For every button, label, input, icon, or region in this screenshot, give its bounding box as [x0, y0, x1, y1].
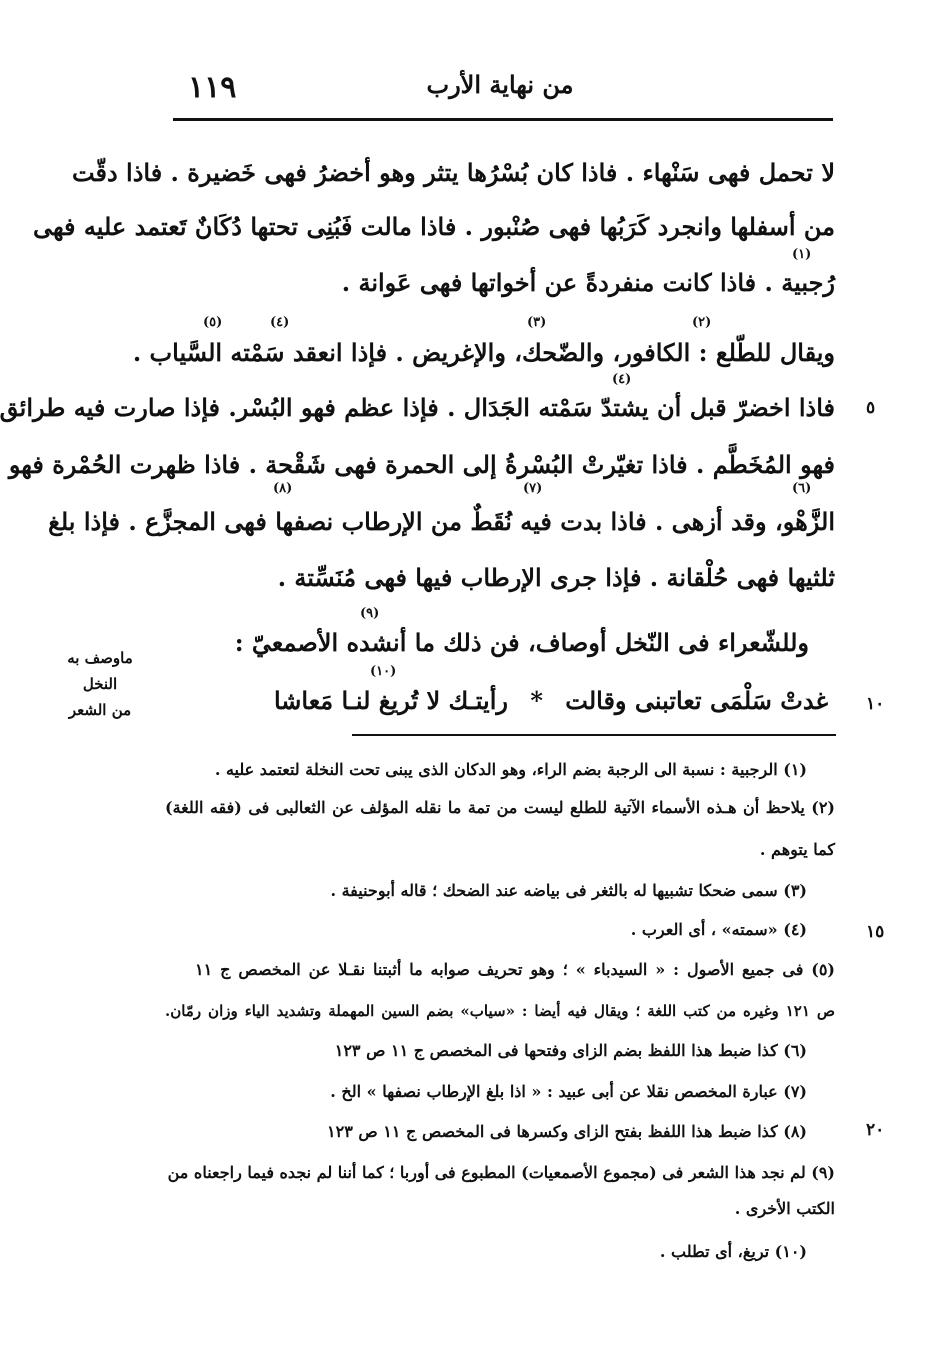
footnote: (٥) فى جميع الأصول : « السيدباء » ؛ وهو تحريف صوابه ما أثبتنا نقـلا عن المخصص ج ١١: [195, 960, 835, 979]
footnote-ref: (١٠): [370, 664, 397, 679]
text-line: من أسفلها وانجرد كَرَبُها فهى صُنْبور . فاذا مالت فَبُنِى تحتها دُكَانٌ تَعتمد عليه فهى: [32, 212, 835, 241]
page-number: ١١٩: [188, 70, 237, 105]
footnote-ref: (٨): [273, 481, 293, 496]
verse-separator: *: [530, 686, 543, 715]
footnote: (٩) لم نجد هذا الشعر فى (مجموع الأصمعيات) المطبوع فى أوربا ؛ كما أننا لم نجده فيما راجعناه من: [167, 1163, 835, 1182]
footnote: (٦) كذا ضبط هذا اللفظ بضم الزاى وفتحها فى المخصص ج ١١ ص ١٢٣: [334, 1041, 807, 1060]
footnote: (٢) يلاحظ أن هـذه الأسماء الآتية للطلع ليست من تمة ما نقله المؤلف عن الثعالبى فى (فقه اللغة): [165, 798, 835, 817]
text-line: لا تحمل فهى سَنْهاء . فاذا كان بُسْرُها يتثر وهو أخضرُ فهى خَضيرة . فاذا دقّت: [71, 158, 835, 187]
text-line: وللشّعراء فى النّخل أوصاف، فن ذلك ما أنشده الأصمعيّ :: [234, 628, 809, 657]
line-number: ٢٠: [866, 1120, 885, 1140]
footnote: (٣) سمى ضحكا تشبيها له بالثغر فى بياضه عند الضحك ؛ قاله أبوحنيفة .: [330, 881, 807, 900]
footnote: ص ١٢١ وغيره من كتب اللغة ؛ ويقال فيه أيضا : «سياب» بضم السين المهملة وتشديد الياء وزان رمّان.: [165, 1002, 835, 1020]
text-line: رُجبية . فاذا كانت منفردةً عن أخواتها فهى عَوانة .: [341, 268, 835, 297]
footnote: (١) الرجبية : نسبة الى الرجبة بضم الراء، وهو الدكان الذى يبنى تحت النخلة لتعتمد عليه .: [214, 760, 807, 779]
footnote: (٧) عبارة المخصص نقلا عن أبى عبيد : « اذا بلغ الإرطاب نصفها » الخ .: [330, 1082, 807, 1101]
margin-note-line: ماوصف به النخل: [67, 649, 133, 693]
margin-note-line: من الشعر: [68, 701, 132, 719]
footnote-rule: [352, 734, 836, 736]
header-rule: [173, 118, 833, 121]
margin-note: [52, 645, 148, 723]
text-line: فاذا اخضرّ قبل أن يشتدّ سَمْته الجَدَال . فإذا عظم فهو البُسْر. فإذا صارت فيه طرائق: [0, 393, 835, 422]
text-line: ثلثيها فهى حُلْقانة . فإذا جرى الإرطاب فيها فهى مُنَسِّتة .: [277, 563, 835, 592]
footnote-ref: (٦): [792, 481, 812, 496]
text-line: الزَّهْو، وقد أزهى . فاذا بدت فيه نُقَطٌ من الإرطاب نصفها فهى المجزَّع . فإذا بلغ: [48, 507, 835, 536]
footnote-ref: (٤): [270, 315, 290, 330]
line-number: ١٥: [866, 922, 885, 942]
footnote: الكتب الأخرى .: [734, 1199, 835, 1218]
footnote: (١٠) تريغ، أى تطلب .: [659, 1242, 807, 1261]
footnote-ref: (٣): [527, 315, 547, 330]
footnote-ref: (٢): [692, 315, 712, 330]
text-line: ويقال للطّلع : الكافور، والضّحك، والإغريض . فإذا انعقد سَمْته السَّياب .: [132, 338, 835, 367]
line-number: ١٠: [866, 694, 885, 714]
text-line: فهو المُخَطَّم . فاذا تغيّرتْ البُسْرةُ إلى الحمرة فهى شَقْحة . فاذا ظهرت الحُمْرة فهو: [8, 450, 835, 479]
footnote: (٨) كذا ضبط هذا اللفظ بفتح الزاى وكسرها فى المخصص ج ١١ ص ١٢٣: [327, 1122, 807, 1141]
footnote: (٤) «سمته» ، أى العرب .: [630, 920, 807, 939]
line-number: ٥: [866, 398, 876, 418]
running-title: من نهاية الأرب: [426, 70, 574, 99]
poetry-verse: [268, 686, 828, 715]
footnote-ref: (٧): [523, 481, 543, 496]
verse-hemistich-2: رأيتـك لا تُريغ لنـا مَعاشا: [273, 686, 508, 715]
footnote: كما يتوهم .: [759, 840, 835, 859]
footnote-ref: (٤): [612, 372, 632, 387]
footnote-ref: (١): [792, 247, 812, 262]
footnote-ref: (٩): [360, 606, 380, 621]
verse-hemistich-1: غدتْ سَلْمَى تعاتبنى وقالت: [565, 686, 828, 715]
footnote-ref: (٥): [203, 315, 223, 330]
